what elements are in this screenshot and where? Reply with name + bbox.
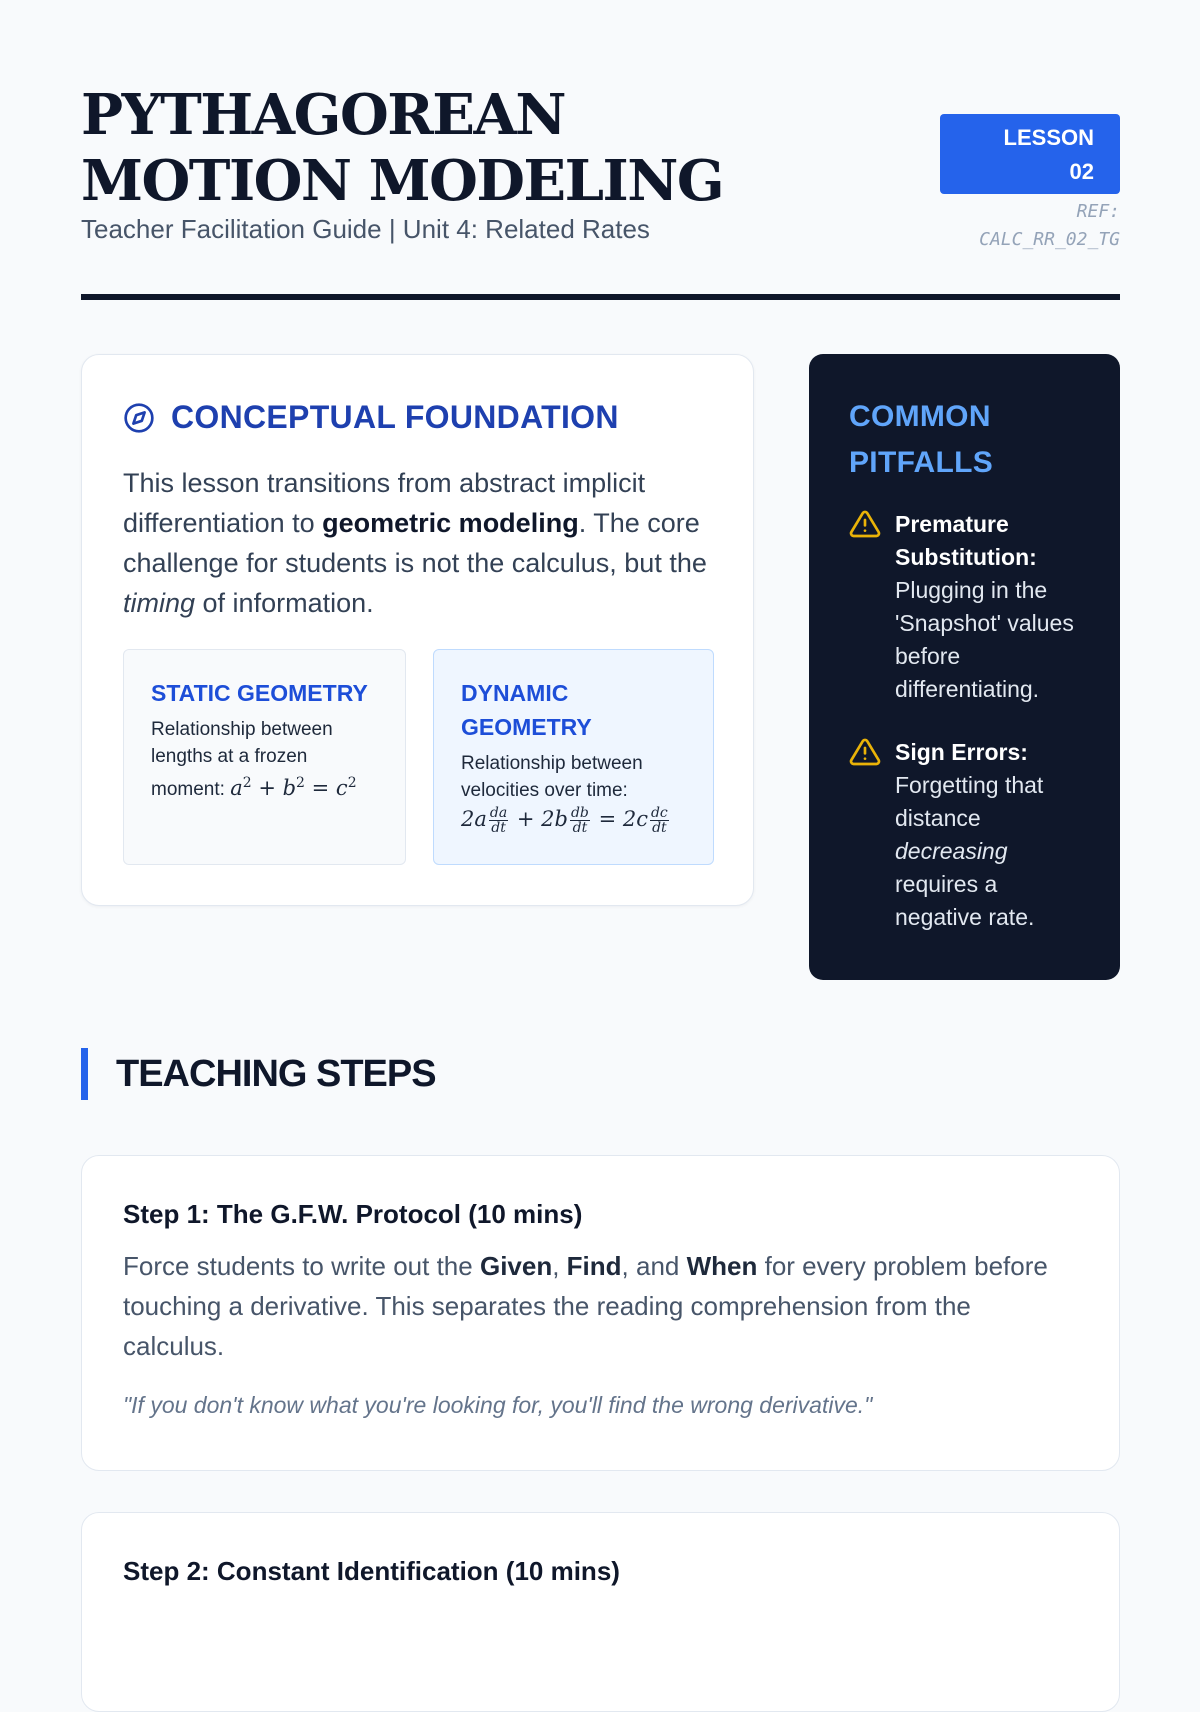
pitfall-label: Premature Substitution: bbox=[895, 511, 1037, 570]
concept-heading bbox=[123, 399, 619, 436]
step-description bbox=[123, 1246, 1079, 1366]
compass-icon bbox=[123, 402, 155, 434]
concept-text-italic: timing bbox=[123, 588, 196, 618]
pitfall-description: Forgetting that distance bbox=[895, 772, 1044, 831]
warning-icon bbox=[849, 736, 881, 768]
step-find: Find bbox=[566, 1251, 622, 1281]
reference-value: CALC_RR_02_TG bbox=[979, 229, 1120, 250]
step-quote: "If you don't know what you're looking for, you'll find the wrong derivative." bbox=[123, 1392, 873, 1418]
step-text-2: for every problem before touching a derivative. This separates the reading comprehension from the calculus. bbox=[123, 1251, 1048, 1361]
reference-label: REF: bbox=[1076, 201, 1120, 222]
reference-code bbox=[920, 198, 1120, 254]
teaching-steps-heading: TEACHING STEPS bbox=[81, 1048, 436, 1100]
lesson-badge-number: 02 bbox=[1069, 159, 1094, 184]
concept-text-1: This lesson transitions from abstract implicit differentiation to bbox=[123, 468, 646, 538]
dynamic-geometry-description: Relationship between velocities over time: bbox=[461, 753, 643, 801]
step-separator-1: , bbox=[552, 1251, 567, 1281]
concept-text-bold: geometric modeling bbox=[322, 508, 579, 538]
header-divider bbox=[81, 294, 1120, 300]
concept-text-2: . The core challenge for students is not the calculus, but the bbox=[123, 508, 707, 578]
dynamic-geometry-title: DYNAMIC GEOMETRY bbox=[461, 680, 592, 740]
pitfall-description-end: requires a negative rate. bbox=[895, 871, 1035, 930]
document-header bbox=[81, 82, 1120, 302]
static-geometry-box bbox=[123, 649, 406, 865]
page-subtitle: Teacher Facilitation Guide | Unit 4: Related Rates bbox=[81, 214, 650, 244]
step-card bbox=[81, 1512, 1120, 1712]
concept-text-3: of information. bbox=[195, 588, 374, 618]
step-title: Step 1: The G.F.W. Protocol (10 mins) bbox=[123, 1199, 583, 1229]
step-given: Given bbox=[479, 1251, 553, 1281]
step-separator-2: , and bbox=[621, 1251, 687, 1281]
static-geometry-formula: $a^2 + b^2 = c^2$ bbox=[230, 775, 357, 800]
dynamic-geometry-box bbox=[433, 649, 714, 865]
dynamic-geometry-text bbox=[461, 750, 687, 835]
page-title: PYTHAGOREAN MOTION MODELING bbox=[81, 82, 724, 214]
pitfalls-title: COMMON PITFALLS bbox=[849, 400, 994, 479]
pitfall-description: Plugging in the 'Snapshot' values before differentiating. bbox=[895, 577, 1074, 702]
step-when: When bbox=[686, 1251, 758, 1281]
warning-icon bbox=[849, 508, 881, 540]
static-geometry-text bbox=[151, 716, 379, 803]
conceptual-foundation-card bbox=[81, 354, 754, 906]
pitfall-text bbox=[895, 736, 1080, 934]
pitfall-label: Sign Errors: bbox=[895, 739, 1028, 765]
pitfall-item bbox=[849, 508, 1080, 706]
step-card bbox=[81, 1155, 1120, 1471]
concept-description bbox=[123, 463, 723, 623]
static-geometry-title: STATIC GEOMETRY bbox=[151, 680, 368, 706]
common-pitfalls-panel bbox=[809, 354, 1120, 980]
dynamic-geometry-formula: 2a $\frac{da}{dt}$ + 2b $\frac{db}{dt}$ = 2c $\frac{dc}{dt}$ bbox=[461, 805, 668, 836]
concept-title: CONCEPTUAL FOUNDATION bbox=[171, 399, 619, 435]
pitfall-text bbox=[895, 508, 1080, 706]
pitfall-emphasis: decreasing bbox=[895, 838, 1008, 864]
lesson-badge-label: LESSON bbox=[1003, 125, 1094, 150]
step-text-1: Force students to write out the bbox=[123, 1251, 480, 1281]
step-title: Step 2: Constant Identification (10 mins) bbox=[123, 1556, 620, 1586]
pitfall-item bbox=[849, 736, 1080, 934]
static-geometry-description: Relationship between lengths at a frozen moment: bbox=[151, 719, 333, 800]
lesson-badge bbox=[940, 114, 1120, 194]
